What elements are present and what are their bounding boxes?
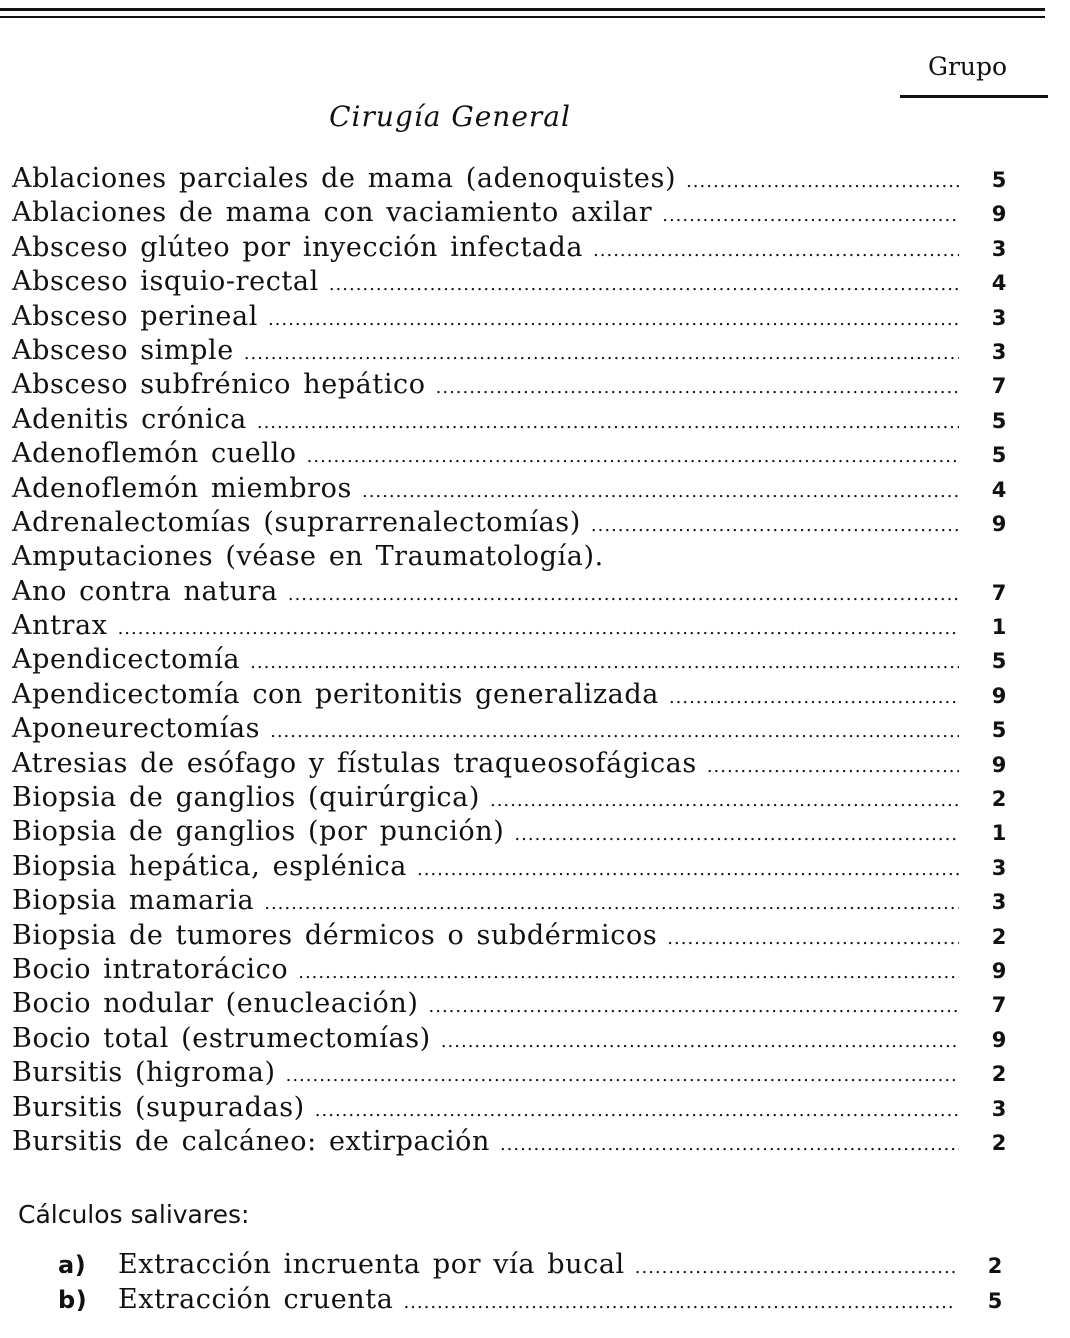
group-number: 7	[991, 374, 1007, 399]
group-number: 1	[991, 821, 1007, 846]
procedure-name: Adenoflemón miembros	[12, 472, 352, 504]
dot-leader	[298, 956, 959, 990]
group-number: 3	[991, 236, 1007, 261]
list-item	[12, 575, 1007, 609]
list-item	[12, 265, 1007, 299]
dot-leader	[118, 612, 959, 646]
list-item	[12, 1056, 1007, 1090]
dot-leader	[362, 475, 959, 509]
group-number: 9	[991, 511, 1007, 536]
group-number: 5	[987, 1289, 1003, 1313]
list-item	[12, 643, 1007, 677]
group-number: 4	[991, 477, 1007, 502]
procedure-name: Ablaciones parciales de mama (adenoquistes)	[12, 163, 677, 194]
procedure-name: Bursitis de calcáneo: extirpación	[12, 1125, 490, 1157]
dot-leader	[667, 922, 959, 956]
procedure-name: Apendicectomía	[12, 644, 241, 676]
list-item	[12, 678, 1007, 712]
group-number: 4	[991, 271, 1007, 296]
calculos-heading: Cálculos salivares:	[18, 1200, 250, 1229]
dot-leader	[707, 750, 959, 784]
dot-leader	[268, 303, 959, 337]
list-item	[12, 1091, 1007, 1125]
group-number: 9	[991, 683, 1007, 708]
procedure-name: Bursitis (higroma)	[12, 1057, 276, 1089]
list-item	[12, 1125, 1007, 1159]
group-number: 7	[991, 993, 1007, 1018]
dot-leader	[329, 268, 959, 302]
group-column-header: Grupo	[928, 52, 1008, 81]
dot-leader	[403, 1286, 955, 1320]
procedure-name: Biopsia de tumores dérmicos o subdérmicos	[12, 919, 658, 951]
dot-leader	[250, 646, 959, 680]
procedure-name: Biopsia hepática, esplénica	[12, 850, 407, 882]
dot-leader	[315, 1094, 959, 1128]
dot-leader	[429, 990, 960, 1024]
procedure-name: Absceso simple	[12, 334, 234, 366]
group-number: 5	[991, 718, 1007, 743]
item-marker: a)	[58, 1251, 87, 1279]
list-item	[12, 300, 1007, 334]
dot-leader	[500, 1128, 959, 1162]
group-header-underline	[900, 95, 1048, 98]
procedure-name: Extracción incruenta por vía bucal	[118, 1249, 625, 1280]
procedure-name: Amputaciones (véase en Traumatología).	[12, 541, 604, 573]
procedure-name: Absceso glúteo por inyección infectada	[12, 231, 584, 263]
procedure-name: Apendicectomía con peritonitis generalizada	[12, 678, 659, 710]
procedure-name: Extracción cruenta	[118, 1284, 394, 1315]
dot-leader	[490, 784, 959, 818]
list-item	[12, 506, 1007, 540]
procedure-name: Absceso isquio-rectal	[12, 266, 319, 298]
section-title: Cirugía General	[329, 100, 571, 133]
list-item	[12, 884, 1007, 918]
list-item	[58, 1248, 1003, 1283]
group-number: 9	[991, 752, 1007, 777]
group-number: 2	[991, 1130, 1007, 1155]
procedure-name: Aponeurectomías	[12, 713, 261, 745]
procedure-name: Bocio intratorácico	[12, 953, 289, 985]
list-item	[12, 712, 1007, 746]
list-item	[12, 609, 1007, 643]
procedure-name: Adenoflemón cuello	[12, 438, 297, 470]
dot-leader	[307, 440, 959, 474]
dot-leader	[244, 337, 959, 371]
group-number: 2	[991, 924, 1007, 949]
list-item	[12, 747, 1007, 781]
list-item	[12, 781, 1007, 815]
group-number: 2	[991, 1062, 1007, 1087]
list-item	[12, 368, 1007, 402]
group-number: 2	[991, 787, 1007, 812]
dot-leader	[436, 371, 959, 405]
dot-leader	[514, 818, 959, 852]
procedure-list	[12, 162, 1007, 1159]
group-number: 1	[991, 615, 1007, 640]
procedure-name: Bursitis (supuradas)	[12, 1091, 305, 1123]
list-item	[58, 1283, 1003, 1318]
list-item	[12, 231, 1007, 265]
list-item	[12, 403, 1007, 437]
dot-leader	[669, 681, 959, 715]
procedure-name: Atresias de esófago y fístulas traqueosofágicas	[12, 747, 697, 779]
dot-leader	[593, 234, 959, 268]
list-item	[12, 196, 1007, 230]
group-number: 3	[991, 855, 1007, 880]
group-number: 5	[991, 168, 1007, 192]
group-number: 5	[991, 443, 1007, 468]
procedure-name: Bocio nodular (enucleación)	[12, 988, 419, 1020]
procedure-name: Biopsia de ganglios (por punción)	[12, 816, 505, 848]
list-item	[12, 850, 1007, 884]
group-number: 3	[991, 339, 1007, 364]
list-item	[12, 987, 1007, 1021]
group-number: 9	[991, 202, 1007, 227]
procedure-name: Absceso perineal	[12, 300, 258, 332]
dot-leader	[441, 1025, 959, 1059]
procedure-name: Absceso subfrénico hepático	[12, 369, 426, 401]
list-item	[12, 334, 1007, 368]
group-number: 7	[991, 580, 1007, 605]
group-number: 5	[991, 649, 1007, 674]
list-item	[12, 953, 1007, 987]
group-number: 3	[991, 1096, 1007, 1121]
calculos-list	[58, 1248, 1003, 1318]
procedure-name: Biopsia mamaria	[12, 885, 255, 917]
top-rule-thin	[0, 16, 1045, 18]
list-item	[12, 437, 1007, 471]
dot-leader	[270, 715, 959, 749]
procedure-name: Adenitis crónica	[12, 403, 247, 435]
list-item	[12, 919, 1007, 953]
dot-leader	[257, 406, 959, 440]
procedure-name: Biopsia de ganglios (quirúrgica)	[12, 782, 480, 814]
dot-leader	[686, 165, 959, 199]
dot-leader	[264, 887, 959, 921]
procedure-name: Ablaciones de mama con vaciamiento axilar	[12, 197, 653, 229]
procedure-name: Adrenalectomías (suprarrenalectomías)	[12, 506, 581, 538]
top-rule-thick	[0, 8, 1045, 11]
group-number: 5	[991, 408, 1007, 433]
group-number: 9	[991, 1027, 1007, 1052]
list-item	[12, 162, 1007, 196]
item-marker: b)	[58, 1286, 88, 1314]
dot-leader	[635, 1251, 955, 1285]
list-item	[12, 1022, 1007, 1056]
procedure-name: Ano contra natura	[12, 575, 278, 607]
group-number: 9	[991, 958, 1007, 983]
procedure-name: Bocio total (estrumectomías)	[12, 1022, 431, 1054]
group-number: 2	[987, 1254, 1003, 1278]
procedure-name: Antrax	[12, 610, 108, 642]
group-number: 3	[991, 305, 1007, 330]
dot-leader	[286, 1059, 959, 1093]
dot-leader	[591, 509, 959, 543]
list-item	[12, 815, 1007, 849]
group-number: 3	[991, 890, 1007, 915]
dot-leader	[417, 853, 959, 887]
list-item	[12, 472, 1007, 506]
list-item	[12, 540, 1007, 574]
dot-leader	[662, 199, 959, 233]
dot-leader	[288, 578, 959, 612]
